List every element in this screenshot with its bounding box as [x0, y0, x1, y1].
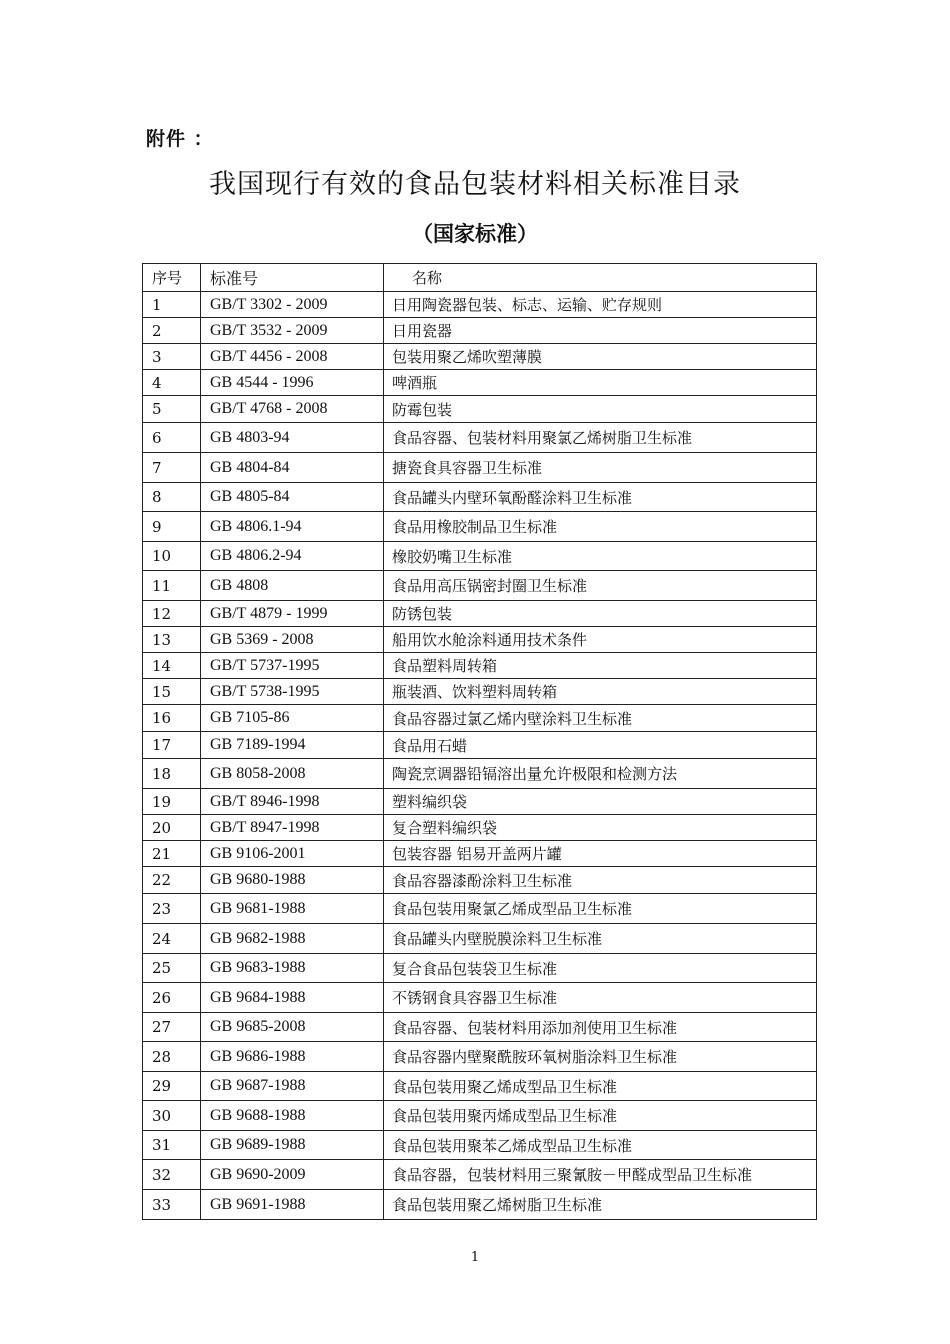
row-code-cell: GB 7189-1994 — [201, 732, 384, 759]
table-row — [143, 1101, 817, 1131]
row-seq-cell: 31 — [143, 1131, 201, 1160]
table-row — [143, 983, 817, 1013]
row-code-cell: GB/T 8947-1998 — [201, 815, 384, 841]
row-seq-cell: 16 — [143, 705, 201, 732]
row-name-cell: 食品容器过氯乙烯内壁涂料卫生标准 — [384, 705, 817, 732]
row-name-cell: 食品罐头内壁环氧酚醛涂料卫生标准 — [384, 483, 817, 512]
row-name-cell: 包装用聚乙烯吹塑薄膜 — [384, 344, 817, 370]
table-row — [143, 571, 817, 601]
row-name-cell: 塑料编织袋 — [384, 789, 817, 815]
row-seq-cell: 3 — [143, 344, 201, 370]
row-seq-cell: 1 — [143, 292, 201, 318]
standards-table-body — [143, 264, 817, 1220]
row-seq-cell: 33 — [143, 1190, 201, 1220]
row-code-cell: GB 4544 - 1996 — [201, 370, 384, 396]
table-row — [143, 789, 817, 815]
row-name-cell: 防霉包装 — [384, 396, 817, 423]
row-seq-cell: 23 — [143, 894, 201, 924]
row-seq-cell: 8 — [143, 483, 201, 512]
row-name-cell: 复合食品包装袋卫生标准 — [384, 954, 817, 983]
table-row — [143, 815, 817, 841]
row-name-cell: 包装容器 铝易开盖两片罐 — [384, 841, 817, 867]
row-name-cell: 食品包装用聚丙烯成型品卫生标准 — [384, 1101, 817, 1131]
row-name-cell: 食品容器，包装材料用三聚氰胺－甲醛成型品卫生标准 — [384, 1160, 817, 1190]
row-code-cell: GB/T 5738-1995 — [201, 679, 384, 705]
row-code-cell: GB 4805-84 — [201, 483, 384, 512]
table-row — [143, 759, 817, 789]
table-row — [143, 292, 817, 318]
standards-table — [142, 263, 817, 1220]
row-code-cell: GB 9680-1988 — [201, 867, 384, 894]
table-row — [143, 370, 817, 396]
row-seq-cell: 29 — [143, 1072, 201, 1101]
row-code-cell: GB/T 4456 - 2008 — [201, 344, 384, 370]
row-seq-cell: 30 — [143, 1101, 201, 1131]
table-row — [143, 1072, 817, 1101]
row-code-cell: GB/T 3532 - 2009 — [201, 318, 384, 344]
row-seq-cell: 13 — [143, 627, 201, 653]
table-row — [143, 512, 817, 542]
row-seq-cell: 12 — [143, 601, 201, 627]
row-seq-cell: 32 — [143, 1160, 201, 1190]
row-name-cell: 防锈包装 — [384, 601, 817, 627]
table-row — [143, 841, 817, 867]
row-seq-cell: 2 — [143, 318, 201, 344]
row-name-cell: 啤酒瓶 — [384, 370, 817, 396]
row-code-cell: GB 9686-1988 — [201, 1042, 384, 1072]
table-row — [143, 423, 817, 453]
row-code-cell: GB 9687-1988 — [201, 1072, 384, 1101]
row-seq-cell: 19 — [143, 789, 201, 815]
row-code-cell: GB 9685-2008 — [201, 1013, 384, 1042]
row-name-cell: 橡胶奶嘴卫生标准 — [384, 542, 817, 571]
page-number: 1 — [470, 1250, 480, 1265]
row-name-cell: 食品用石蜡 — [384, 732, 817, 759]
row-code-cell: GB/T 4879 - 1999 — [201, 601, 384, 627]
row-code-cell: GB 9691-1988 — [201, 1190, 384, 1220]
table-row — [143, 705, 817, 732]
table-row — [143, 1190, 817, 1220]
table-row — [143, 653, 817, 679]
row-name-cell: 食品容器、包装材料用添加剂使用卫生标准 — [384, 1013, 817, 1042]
row-name-cell: 食品容器内壁聚酰胺环氧树脂涂料卫生标准 — [384, 1042, 817, 1072]
row-code-cell: GB 4806.1-94 — [201, 512, 384, 542]
row-code-cell: GB 5369 - 2008 — [201, 627, 384, 653]
row-seq-cell: 15 — [143, 679, 201, 705]
row-seq-cell: 24 — [143, 924, 201, 954]
table-row — [143, 732, 817, 759]
row-seq-cell: 21 — [143, 841, 201, 867]
table-row — [143, 867, 817, 894]
row-seq-cell: 7 — [143, 453, 201, 483]
row-name-cell: 食品塑料周转箱 — [384, 653, 817, 679]
column-header-code: 标准号 — [201, 264, 384, 292]
row-seq-cell: 18 — [143, 759, 201, 789]
row-code-cell: GB 7105-86 — [201, 705, 384, 732]
row-seq-cell: 14 — [143, 653, 201, 679]
table-row — [143, 627, 817, 653]
row-code-cell: GB/T 3302 - 2009 — [201, 292, 384, 318]
row-name-cell: 食品包装用聚乙烯树脂卫生标准 — [384, 1190, 817, 1220]
row-code-cell: GB 9688-1988 — [201, 1101, 384, 1131]
table-row — [143, 924, 817, 954]
row-name-cell: 不锈钢食具容器卫生标准 — [384, 983, 817, 1013]
row-code-cell: GB 9683-1988 — [201, 954, 384, 983]
row-code-cell: GB 9682-1988 — [201, 924, 384, 954]
table-row — [143, 344, 817, 370]
table-row — [143, 396, 817, 423]
row-code-cell: GB 4808 — [201, 571, 384, 601]
row-name-cell: 食品容器漆酚涂料卫生标准 — [384, 867, 817, 894]
table-row — [143, 894, 817, 924]
row-name-cell: 船用饮水舱涂料通用技术条件 — [384, 627, 817, 653]
row-seq-cell: 17 — [143, 732, 201, 759]
row-seq-cell: 5 — [143, 396, 201, 423]
row-code-cell: GB 4804-84 — [201, 453, 384, 483]
row-code-cell: GB/T 5737-1995 — [201, 653, 384, 679]
table-row — [143, 1160, 817, 1190]
row-name-cell: 日用瓷器 — [384, 318, 817, 344]
row-name-cell: 食品包装用聚苯乙烯成型品卫生标准 — [384, 1131, 817, 1160]
table-row — [143, 601, 817, 627]
row-code-cell: GB 4806.2-94 — [201, 542, 384, 571]
row-seq-cell: 28 — [143, 1042, 201, 1072]
table-row — [143, 1013, 817, 1042]
row-seq-cell: 25 — [143, 954, 201, 983]
row-name-cell: 食品用橡胶制品卫生标准 — [384, 512, 817, 542]
row-code-cell: GB 8058-2008 — [201, 759, 384, 789]
row-seq-cell: 11 — [143, 571, 201, 601]
row-name-cell: 瓶装酒、饮料塑料周转箱 — [384, 679, 817, 705]
row-seq-cell: 26 — [143, 983, 201, 1013]
column-header-name: 名称 — [384, 264, 817, 292]
row-seq-cell: 20 — [143, 815, 201, 841]
row-code-cell: GB 9681-1988 — [201, 894, 384, 924]
table-row — [143, 542, 817, 571]
column-header-seq: 序号 — [143, 264, 201, 292]
row-code-cell: GB/T 4768 - 2008 — [201, 396, 384, 423]
row-code-cell: GB 4803-94 — [201, 423, 384, 453]
table-header-row — [143, 264, 817, 292]
table-row — [143, 954, 817, 983]
document-subtitle: （国家标准） — [412, 222, 538, 246]
table-row — [143, 1042, 817, 1072]
row-name-cell: 复合塑料编织袋 — [384, 815, 817, 841]
document-title: 我国现行有效的食品包装材料相关标准目录 — [209, 169, 741, 200]
table-row — [143, 679, 817, 705]
row-code-cell: GB 9106-2001 — [201, 841, 384, 867]
row-code-cell: GB/T 8946-1998 — [201, 789, 384, 815]
row-name-cell: 搪瓷食具容器卫生标准 — [384, 453, 817, 483]
row-seq-cell: 27 — [143, 1013, 201, 1042]
row-seq-cell: 9 — [143, 512, 201, 542]
table-row — [143, 453, 817, 483]
row-name-cell: 食品罐头内壁脱膜涂料卫生标准 — [384, 924, 817, 954]
row-name-cell: 日用陶瓷器包装、标志、运输、贮存规则 — [384, 292, 817, 318]
row-seq-cell: 22 — [143, 867, 201, 894]
row-code-cell: GB 9690-2009 — [201, 1160, 384, 1190]
attachment-label: 附件 ： — [146, 128, 214, 150]
row-name-cell: 食品包装用聚乙烯成型品卫生标准 — [384, 1072, 817, 1101]
row-seq-cell: 4 — [143, 370, 201, 396]
table-row — [143, 1131, 817, 1160]
table-row — [143, 483, 817, 512]
row-name-cell: 食品包装用聚氯乙烯成型品卫生标准 — [384, 894, 817, 924]
row-code-cell: GB 9684-1988 — [201, 983, 384, 1013]
row-seq-cell: 6 — [143, 423, 201, 453]
row-code-cell: GB 9689-1988 — [201, 1131, 384, 1160]
row-name-cell: 食品用高压锅密封圈卫生标准 — [384, 571, 817, 601]
table-row — [143, 318, 817, 344]
row-name-cell: 陶瓷烹调器铅镉溶出量允许极限和检测方法 — [384, 759, 817, 789]
row-seq-cell: 10 — [143, 542, 201, 571]
row-name-cell: 食品容器、包装材料用聚氯乙烯树脂卫生标准 — [384, 423, 817, 453]
